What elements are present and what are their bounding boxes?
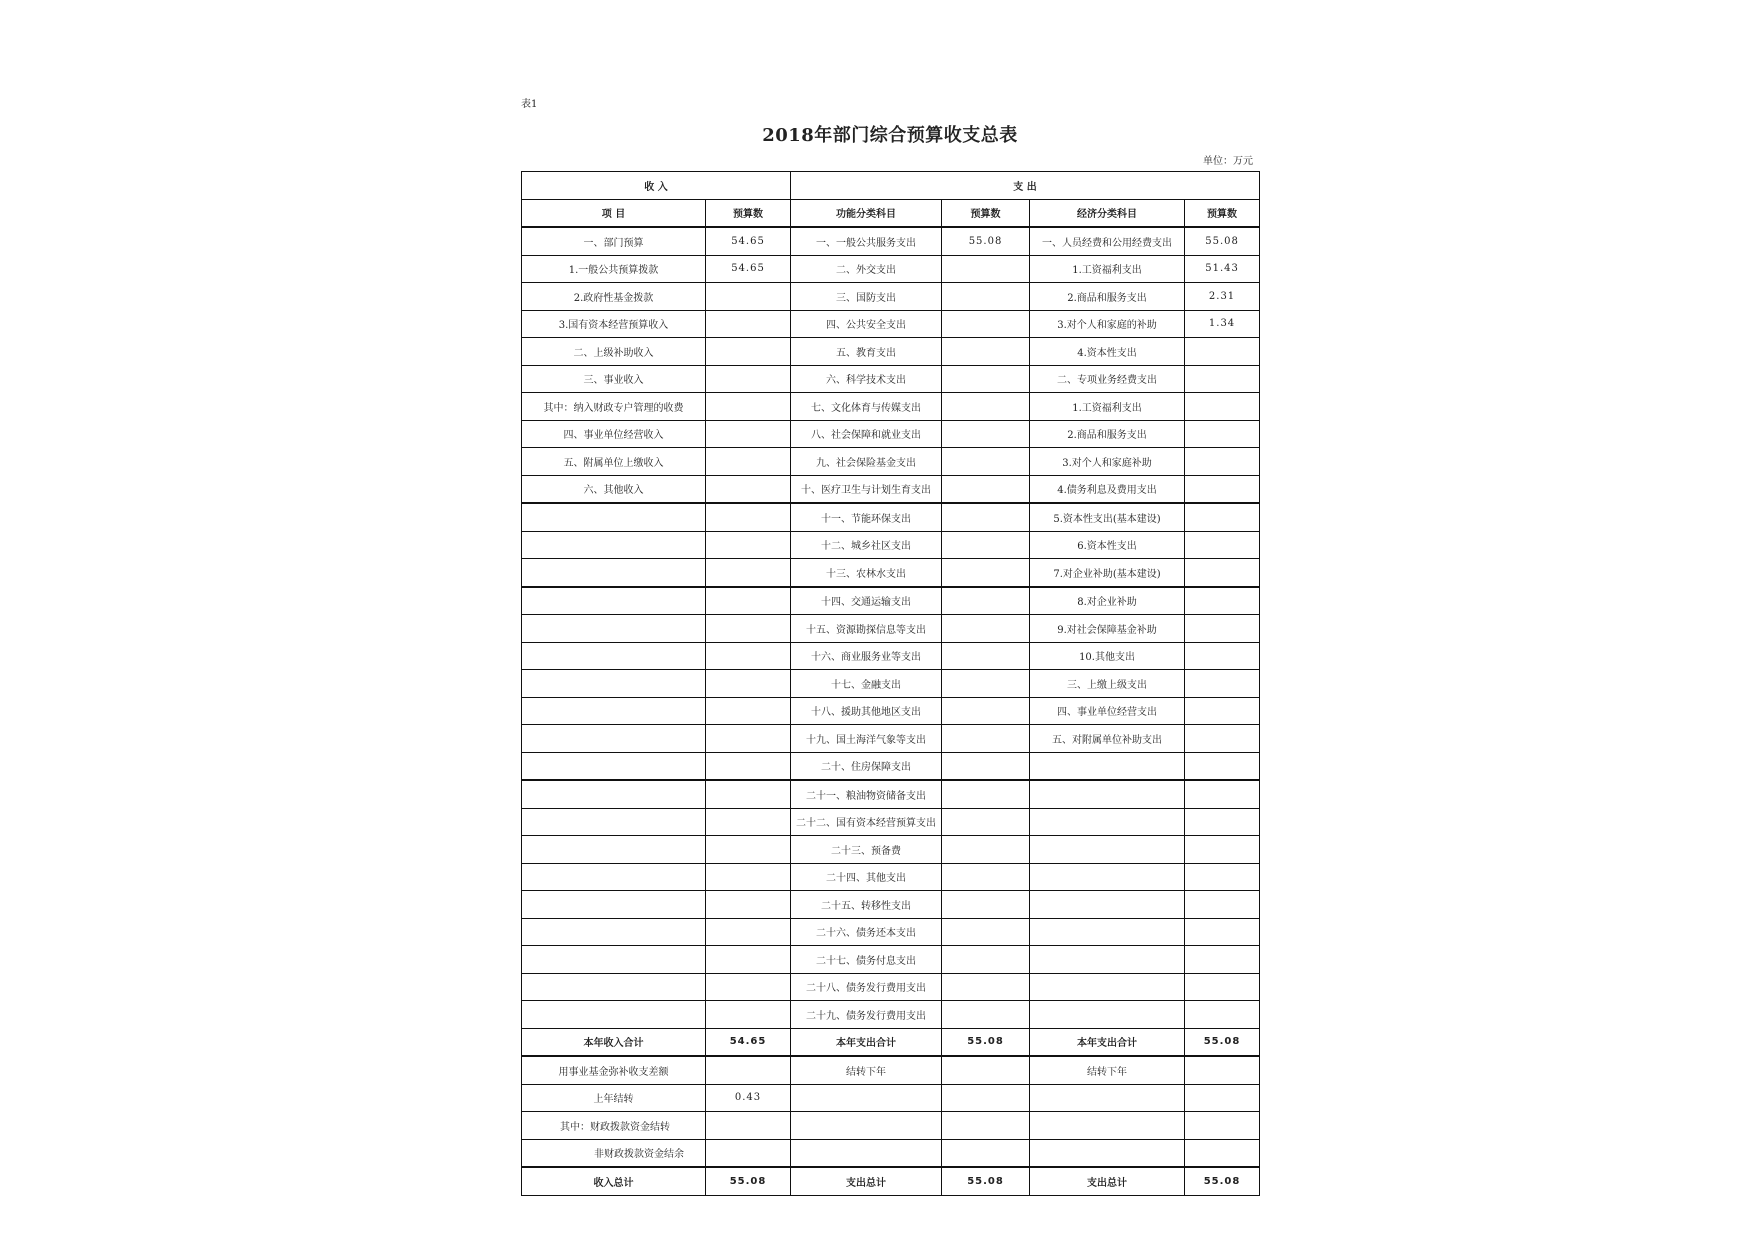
row-budget-cell (706, 725, 791, 753)
row-economic-cell (1030, 973, 1185, 1001)
row-functional-cell: 结转下年 (791, 1056, 942, 1084)
table-row (522, 227, 1260, 255)
row-item-cell: 用事业基金弥补收支差额 (522, 1056, 706, 1084)
row-functional-cell: 六、科学技术支出 (791, 365, 942, 393)
row-budget-cell (1185, 973, 1260, 1001)
row-budget-cell (1185, 836, 1260, 864)
row-budget-cell: 0.43 (706, 1084, 791, 1112)
income-total-value: 54.65 (706, 1028, 791, 1056)
row-economic-cell: 2.商品和服务支出 (1030, 283, 1185, 311)
column-header-economic: 经济分类科目 (1030, 199, 1185, 227)
row-budget-cell (706, 393, 791, 421)
row-functional-cell: 十二、城乡社区支出 (791, 531, 942, 559)
table-row (522, 642, 1260, 670)
row-functional-cell: 二十八、债务发行费用支出 (791, 973, 942, 1001)
row-economic-cell: 五、对附属单位补助支出 (1030, 725, 1185, 753)
row-functional-cell: 二十四、其他支出 (791, 863, 942, 891)
row-budget-cell (706, 1139, 791, 1167)
row-item-cell (522, 808, 706, 836)
row-budget-cell (1185, 780, 1260, 808)
row-budget-cell (706, 780, 791, 808)
row-budget-cell: 55.08 (1185, 227, 1260, 255)
row-budget-cell (942, 642, 1030, 670)
row-functional-cell: 二十五、转移性支出 (791, 891, 942, 919)
row-budget-cell (942, 559, 1030, 587)
row-budget-cell (942, 891, 1030, 919)
row-economic-cell (1030, 752, 1185, 780)
row-budget-cell: 54.65 (706, 227, 791, 255)
row-item-cell: 其中：纳入财政专户管理的收费 (522, 393, 706, 421)
row-budget-cell: 55.08 (942, 227, 1030, 255)
functional-total-label: 本年支出合计 (791, 1028, 942, 1056)
budget-summary-table (521, 171, 1260, 1196)
row-budget-cell (1185, 642, 1260, 670)
row-economic-cell: 5.资本性支出(基本建设) (1030, 503, 1185, 531)
row-budget-cell (942, 752, 1030, 780)
row-budget-cell (942, 475, 1030, 503)
table-row (522, 946, 1260, 974)
row-budget-cell (1185, 365, 1260, 393)
table-row (522, 338, 1260, 366)
column-header-row (522, 199, 1260, 227)
row-budget-cell (942, 808, 1030, 836)
row-item-cell (522, 780, 706, 808)
row-functional-cell: 一、一般公共服务支出 (791, 227, 942, 255)
row-economic-cell: 2.商品和服务支出 (1030, 420, 1185, 448)
table-row (522, 918, 1260, 946)
row-budget-cell (1185, 697, 1260, 725)
row-item-cell: 六、其他收入 (522, 475, 706, 503)
row-functional-cell: 三、国防支出 (791, 283, 942, 311)
row-budget-cell (942, 587, 1030, 615)
row-economic-cell: 7.对企业补助(基本建设) (1030, 559, 1185, 587)
row-budget-cell (706, 615, 791, 643)
row-budget-cell (942, 697, 1030, 725)
economic-total-value: 55.08 (1185, 1028, 1260, 1056)
economic-grand-total-value: 55.08 (1185, 1167, 1260, 1195)
table-row (522, 752, 1260, 780)
row-budget-cell (1185, 891, 1260, 919)
table-row (522, 1001, 1260, 1029)
functional-total-value: 55.08 (942, 1028, 1030, 1056)
row-budget-cell (1185, 670, 1260, 698)
row-budget-cell (706, 863, 791, 891)
row-budget-cell (942, 1001, 1030, 1029)
row-budget-cell (706, 531, 791, 559)
row-budget-cell (942, 918, 1030, 946)
row-budget-cell (1185, 1001, 1260, 1029)
row-budget-cell (706, 946, 791, 974)
row-budget-cell (942, 531, 1030, 559)
table-row (522, 697, 1260, 725)
footer-row (522, 1084, 1260, 1112)
row-budget-cell (1185, 475, 1260, 503)
row-item-cell: 一、部门预算 (522, 227, 706, 255)
row-functional-cell (791, 1084, 942, 1112)
row-budget-cell (1185, 918, 1260, 946)
row-economic-cell: 一、人员经费和公用经费支出 (1030, 227, 1185, 255)
row-budget-cell: 1.34 (1185, 310, 1260, 338)
row-item-cell: 3.国有资本经营预算收入 (522, 310, 706, 338)
row-item-cell: 五、附属单位上缴收入 (522, 448, 706, 476)
table-row (522, 448, 1260, 476)
row-functional-cell: 十七、金融支出 (791, 670, 942, 698)
year-total-row (522, 1028, 1260, 1056)
column-header-budget: 预算数 (942, 199, 1030, 227)
row-budget-cell (942, 283, 1030, 311)
table-number-label: 表1 (521, 99, 538, 110)
income-total-label: 本年收入合计 (522, 1028, 706, 1056)
row-budget-cell (706, 1056, 791, 1084)
expense-group-header: 支 出 (791, 172, 1260, 200)
table-row (522, 670, 1260, 698)
row-economic-cell (1030, 946, 1185, 974)
row-budget-cell (942, 615, 1030, 643)
row-budget-cell (942, 365, 1030, 393)
row-item-cell (522, 752, 706, 780)
row-economic-cell (1030, 1084, 1185, 1112)
row-economic-cell: 1.工资福利支出 (1030, 393, 1185, 421)
row-economic-cell (1030, 918, 1185, 946)
group-header-row (522, 172, 1260, 200)
column-header-budget: 预算数 (1185, 199, 1260, 227)
row-economic-cell: 8.对企业补助 (1030, 587, 1185, 615)
row-economic-cell: 3.对个人和家庭补助 (1030, 448, 1185, 476)
row-budget-cell (706, 752, 791, 780)
row-budget-cell (706, 808, 791, 836)
row-functional-cell: 七、文化体育与传媒支出 (791, 393, 942, 421)
row-budget-cell (942, 503, 1030, 531)
row-item-cell: 四、事业单位经营收入 (522, 420, 706, 448)
row-budget-cell (1185, 752, 1260, 780)
row-item-cell (522, 725, 706, 753)
row-item-cell (522, 863, 706, 891)
row-budget-cell (942, 310, 1030, 338)
row-budget-cell (706, 1112, 791, 1140)
column-header-functional: 功能分类科目 (791, 199, 942, 227)
row-economic-cell: 4.资本性支出 (1030, 338, 1185, 366)
row-functional-cell: 二、外交支出 (791, 255, 942, 283)
table-row (522, 891, 1260, 919)
row-budget-cell (706, 642, 791, 670)
row-budget-cell (706, 475, 791, 503)
row-budget-cell (942, 725, 1030, 753)
table-row (522, 559, 1260, 587)
row-budget-cell (706, 283, 791, 311)
row-functional-cell: 二十一、粮油物资储备支出 (791, 780, 942, 808)
row-functional-cell: 二十二、国有资本经营预算支出 (791, 808, 942, 836)
row-functional-cell: 五、教育支出 (791, 338, 942, 366)
row-budget-cell (942, 863, 1030, 891)
row-functional-cell (791, 1112, 942, 1140)
row-economic-cell (1030, 1112, 1185, 1140)
row-budget-cell (942, 1056, 1030, 1084)
row-budget-cell (1185, 1056, 1260, 1084)
row-item-cell (522, 946, 706, 974)
row-item-cell: 1.一般公共预算拨款 (522, 255, 706, 283)
grand-total-row (522, 1167, 1260, 1195)
column-header-item: 项 目 (522, 199, 706, 227)
row-item-cell: 三、事业收入 (522, 365, 706, 393)
row-economic-cell: 10.其他支出 (1030, 642, 1185, 670)
row-budget-cell (706, 891, 791, 919)
row-functional-cell: 二十九、债务发行费用支出 (791, 1001, 942, 1029)
row-budget-cell (942, 1084, 1030, 1112)
row-functional-cell: 十、医疗卫生与计划生育支出 (791, 475, 942, 503)
income-group-header: 收 入 (522, 172, 791, 200)
row-budget-cell (706, 503, 791, 531)
row-item-cell (522, 891, 706, 919)
functional-grand-total-value: 55.08 (942, 1167, 1030, 1195)
row-economic-cell: 三、上缴上级支出 (1030, 670, 1185, 698)
table-row (522, 503, 1260, 531)
row-budget-cell (1185, 1084, 1260, 1112)
row-budget-cell (706, 670, 791, 698)
row-functional-cell: 十八、援助其他地区支出 (791, 697, 942, 725)
row-item-cell (522, 642, 706, 670)
row-functional-cell: 二十七、债务付息支出 (791, 946, 942, 974)
table-row (522, 780, 1260, 808)
row-item-cell (522, 973, 706, 1001)
row-economic-cell (1030, 1139, 1185, 1167)
table-row (522, 420, 1260, 448)
row-budget-cell (1185, 863, 1260, 891)
row-functional-cell: 二十六、债务还本支出 (791, 918, 942, 946)
income-grand-total-value: 55.08 (706, 1167, 791, 1195)
row-item-cell: 二、上级补助收入 (522, 338, 706, 366)
economic-grand-total-label: 支出总计 (1030, 1167, 1185, 1195)
row-budget-cell (1185, 1139, 1260, 1167)
table-row (522, 725, 1260, 753)
row-budget-cell (706, 365, 791, 393)
row-functional-cell: 十六、商业服务业等支出 (791, 642, 942, 670)
row-budget-cell (706, 918, 791, 946)
row-budget-cell (706, 310, 791, 338)
row-budget-cell: 51.43 (1185, 255, 1260, 283)
table-row (522, 973, 1260, 1001)
page-title: 2018年部门综合预算收支总表 (762, 125, 1018, 146)
table-row (522, 475, 1260, 503)
row-budget-cell (706, 559, 791, 587)
row-budget-cell (706, 338, 791, 366)
row-budget-cell (942, 836, 1030, 864)
row-functional-cell: 十四、交通运输支出 (791, 587, 942, 615)
row-budget-cell (1185, 338, 1260, 366)
unit-label: 单位：万元 (1203, 156, 1253, 167)
row-budget-cell (706, 420, 791, 448)
row-budget-cell (942, 973, 1030, 1001)
row-economic-cell (1030, 808, 1185, 836)
row-budget-cell (1185, 808, 1260, 836)
row-functional-cell (791, 1139, 942, 1167)
table-row (522, 863, 1260, 891)
row-item-cell: 其中：财政拨款资金结转 (522, 1112, 706, 1140)
row-functional-cell: 四、公共安全支出 (791, 310, 942, 338)
row-budget-cell (942, 780, 1030, 808)
row-budget-cell (1185, 615, 1260, 643)
row-economic-cell: 二、专项业务经费支出 (1030, 365, 1185, 393)
row-budget-cell: 54.65 (706, 255, 791, 283)
row-budget-cell (1185, 448, 1260, 476)
table-row (522, 393, 1260, 421)
functional-grand-total-label: 支出总计 (791, 1167, 942, 1195)
row-functional-cell: 十九、国土海洋气象等支出 (791, 725, 942, 753)
row-budget-cell (1185, 725, 1260, 753)
row-item-cell (522, 531, 706, 559)
row-budget-cell (942, 393, 1030, 421)
table-row (522, 615, 1260, 643)
row-budget-cell (942, 946, 1030, 974)
row-budget-cell (942, 448, 1030, 476)
row-item-cell: 2.政府性基金拨款 (522, 283, 706, 311)
row-budget-cell (1185, 531, 1260, 559)
row-budget-cell (942, 670, 1030, 698)
row-item-cell (522, 697, 706, 725)
table-row (522, 836, 1260, 864)
row-budget-cell (706, 697, 791, 725)
row-economic-cell: 6.资本性支出 (1030, 531, 1185, 559)
row-functional-cell: 十一、节能环保支出 (791, 503, 942, 531)
row-budget-cell (942, 1112, 1030, 1140)
income-grand-total-label: 收入总计 (522, 1167, 706, 1195)
row-budget-cell (1185, 420, 1260, 448)
row-item-cell (522, 1001, 706, 1029)
row-item-cell (522, 670, 706, 698)
row-budget-cell (942, 338, 1030, 366)
row-item-cell (522, 587, 706, 615)
row-budget-cell (706, 448, 791, 476)
economic-total-label: 本年支出合计 (1030, 1028, 1185, 1056)
row-item-cell (522, 559, 706, 587)
row-item-cell (522, 615, 706, 643)
column-header-budget: 预算数 (706, 199, 791, 227)
row-functional-cell: 二十、住房保障支出 (791, 752, 942, 780)
row-budget-cell (1185, 559, 1260, 587)
table-row (522, 531, 1260, 559)
table-row (522, 310, 1260, 338)
row-functional-cell: 二十三、预备费 (791, 836, 942, 864)
row-item-cell (522, 918, 706, 946)
row-budget-cell (706, 1001, 791, 1029)
row-budget-cell (1185, 587, 1260, 615)
row-economic-cell: 1.工资福利支出 (1030, 255, 1185, 283)
row-functional-cell: 十五、资源勘探信息等支出 (791, 615, 942, 643)
table-row (522, 587, 1260, 615)
row-economic-cell (1030, 836, 1185, 864)
table-row (522, 283, 1260, 311)
table-row (522, 808, 1260, 836)
row-economic-cell: 结转下年 (1030, 1056, 1185, 1084)
row-functional-cell: 九、社会保险基金支出 (791, 448, 942, 476)
row-budget-cell (942, 420, 1030, 448)
row-budget-cell (942, 1139, 1030, 1167)
row-economic-cell: 4.债务利息及费用支出 (1030, 475, 1185, 503)
row-item-cell: 非财政拨款资金结余 (522, 1139, 706, 1167)
row-budget-cell: 2.31 (1185, 283, 1260, 311)
footer-row (522, 1056, 1260, 1084)
row-economic-cell (1030, 891, 1185, 919)
row-budget-cell (1185, 1112, 1260, 1140)
row-economic-cell: 3.对个人和家庭的补助 (1030, 310, 1185, 338)
row-budget-cell (942, 255, 1030, 283)
row-budget-cell (1185, 393, 1260, 421)
row-economic-cell (1030, 1001, 1185, 1029)
footer-row (522, 1112, 1260, 1140)
row-functional-cell: 八、社会保障和就业支出 (791, 420, 942, 448)
row-economic-cell: 四、事业单位经营支出 (1030, 697, 1185, 725)
row-item-cell: 上年结转 (522, 1084, 706, 1112)
row-budget-cell (1185, 503, 1260, 531)
row-budget-cell (1185, 946, 1260, 974)
footer-row (522, 1139, 1260, 1167)
row-economic-cell (1030, 863, 1185, 891)
table-row (522, 255, 1260, 283)
row-economic-cell (1030, 780, 1185, 808)
row-budget-cell (706, 973, 791, 1001)
row-item-cell (522, 503, 706, 531)
row-budget-cell (706, 587, 791, 615)
row-economic-cell: 9.对社会保障基金补助 (1030, 615, 1185, 643)
table-row (522, 365, 1260, 393)
row-budget-cell (706, 836, 791, 864)
row-item-cell (522, 836, 706, 864)
row-functional-cell: 十三、农林水支出 (791, 559, 942, 587)
